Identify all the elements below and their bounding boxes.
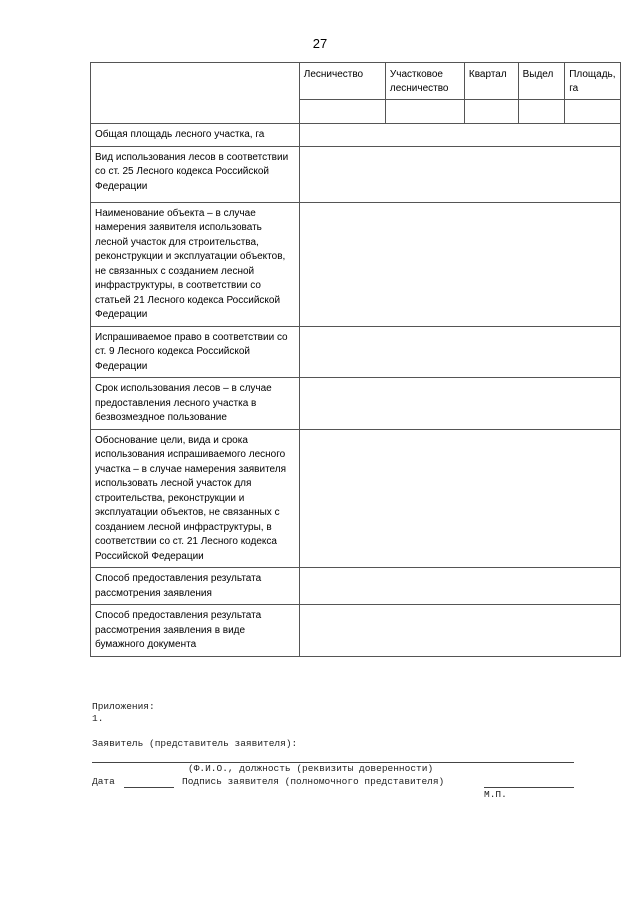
stamp-label: М.П. bbox=[484, 789, 507, 800]
table-row bbox=[91, 378, 621, 430]
page-number: 27 bbox=[312, 36, 328, 51]
header-allotment: Выдел bbox=[518, 63, 565, 100]
table-row bbox=[91, 202, 621, 326]
row-value-forest-use-type[interactable] bbox=[299, 146, 620, 202]
date-line[interactable] bbox=[124, 787, 174, 788]
header-empty-cell bbox=[91, 63, 300, 124]
row-label-object-name: Наименование объекта – в случае намерения заявителя использовать лесной участок для строительства, реконструкции и эксплуатации объектов, не связанных с созданием лесной инфраструктуры, в соответствии со статьей 21 Лесного кодекса Российской Федерации bbox=[91, 202, 300, 326]
row-value-justification[interactable] bbox=[299, 429, 620, 568]
area-value[interactable] bbox=[565, 100, 621, 124]
date-label: Дата bbox=[92, 776, 115, 787]
forestry-value[interactable] bbox=[299, 100, 385, 124]
quarter-value[interactable] bbox=[464, 100, 518, 124]
applicant-label: Заявитель (представитель заявителя): bbox=[92, 738, 298, 749]
header-district-forestry: Участковое лесничество bbox=[385, 63, 464, 100]
signature-label: Подпись заявителя (полномочного представителя) bbox=[182, 776, 445, 787]
fio-caption: (Ф.И.О., должность (реквизиты доверенности) bbox=[188, 763, 434, 774]
header-quarter: Квартал bbox=[464, 63, 518, 100]
row-value-paper-result-delivery[interactable] bbox=[299, 605, 620, 657]
table-row bbox=[91, 124, 621, 147]
signature-line[interactable] bbox=[484, 787, 574, 788]
row-label-total-area: Общая площадь лесного участка, га bbox=[91, 124, 300, 147]
row-value-result-delivery-method[interactable] bbox=[299, 568, 620, 605]
row-value-object-name[interactable] bbox=[299, 202, 620, 326]
row-value-requested-right[interactable] bbox=[299, 326, 620, 378]
application-form-table bbox=[90, 62, 621, 657]
row-label-usage-term: Срок использования лесов – в случае предоставления лесного участка в безвозмездное пользование bbox=[91, 378, 300, 430]
attachment-item-1: 1. bbox=[92, 713, 104, 724]
table-row bbox=[91, 605, 621, 657]
table-row bbox=[91, 326, 621, 378]
row-label-paper-result-delivery: Способ предоставления результата рассмотрения заявления в виде бумажного документа bbox=[91, 605, 300, 657]
row-label-result-delivery-method: Способ предоставления результата рассмотрения заявления bbox=[91, 568, 300, 605]
district-forestry-value[interactable] bbox=[385, 100, 464, 124]
row-value-usage-term[interactable] bbox=[299, 378, 620, 430]
row-label-justification: Обоснование цели, вида и срока использования испрашиваемого лесного участка – в случае намерения заявителя использовать лесной участок для строительства, реконструкции и эксплуатации объектов, не связанных с созданием лесной инфраструктуры, в соответствии со ст. 21 Лесного кодекса Российской Федерации bbox=[91, 429, 300, 568]
row-value-total-area[interactable] bbox=[299, 124, 620, 147]
row-label-forest-use-type: Вид использования лесов в соответствии со ст. 25 Лесного кодекса Российской Федерации bbox=[91, 146, 300, 202]
attachments-label: Приложения: bbox=[92, 701, 155, 712]
table-row bbox=[91, 568, 621, 605]
table-header-row bbox=[91, 63, 621, 100]
table-row bbox=[91, 146, 621, 202]
header-forestry: Лесничество bbox=[299, 63, 385, 100]
table-row bbox=[91, 429, 621, 568]
header-area: Площадь, га bbox=[565, 63, 621, 100]
allotment-value[interactable] bbox=[518, 100, 565, 124]
row-label-requested-right: Испрашиваемое право в соответствии со ст. 9 Лесного кодекса Российской Федерации bbox=[91, 326, 300, 378]
